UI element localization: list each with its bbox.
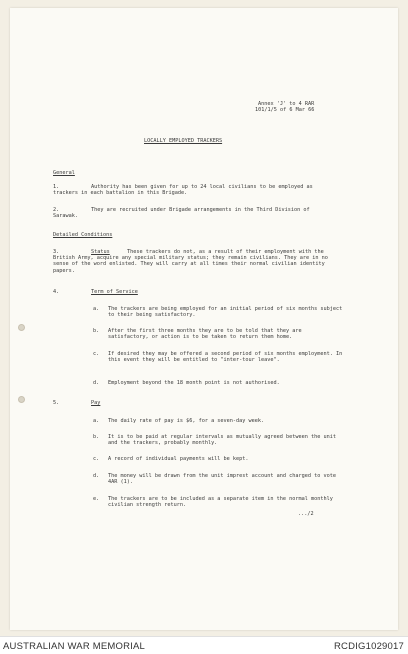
annex-reference-line-2: 101/1/5 of 6 Mar 66	[255, 107, 315, 113]
pay-item-d: The money will be drawn from the unit imprest account and charged to vote 4AR (1).	[108, 473, 336, 486]
document-title: LOCALLY EMPLOYED TRACKERS	[144, 138, 223, 144]
punch-hole	[18, 396, 25, 403]
item-letter: a.	[93, 418, 100, 424]
punch-hole	[18, 324, 25, 331]
subheading-term-of-service: Term of Service	[91, 289, 138, 295]
item-letter: e.	[93, 496, 100, 502]
pay-item-a: The daily rate of pay is $6, for a seven-day week.	[108, 418, 265, 424]
paragraph-3: These trackers do not, as a result of their employment with the British Army, acquire any special military status; they remain civilians. They are in no sense of the word enlisted. They will carry at all times their normal civilian identity papers.	[53, 249, 328, 274]
term-item-c: If desired they may be offered a second period of six months employment. In this event they will be entitled to "inter-tour leave".	[108, 351, 343, 364]
document-page	[10, 8, 398, 630]
term-item-d: Employment beyond the 18 month point is not authorised.	[108, 380, 280, 386]
paragraph-number: 1.	[53, 184, 60, 190]
item-letter: a.	[93, 306, 100, 312]
section-heading-detailed-conditions: Detailed Conditions	[53, 232, 113, 238]
paragraph-1: Authority has been given for up to 24 local civilians to be employed as trackers in each battalion in this Brigade.	[53, 184, 313, 197]
pay-item-e: The trackers are to be included as a separate item in the normal monthly civilian strength return.	[108, 496, 333, 509]
item-letter: b.	[93, 434, 100, 440]
paragraph-number: 5.	[53, 400, 60, 406]
term-item-b: After the first three months they are to be told that they are satisfactory, or action is to be taken to return them home.	[108, 328, 302, 341]
footer-record-id: RCDIG1029017	[334, 641, 404, 652]
pay-item-c: A record of individual payments will be kept.	[108, 456, 249, 462]
subheading-status: Status	[91, 249, 110, 255]
pay-item-b: It is to be paid at regular intervals as mutually agreed between the unit and the trackers, probably monthly.	[108, 434, 336, 447]
term-item-a: The trackers are being employed for an initial period of six months subject to their being satisfactory.	[108, 306, 343, 319]
item-letter: d.	[93, 473, 100, 479]
item-letter: d.	[93, 380, 100, 386]
section-heading-general: General	[53, 170, 75, 176]
paragraph-number: 2.	[53, 207, 60, 213]
item-letter: b.	[93, 328, 100, 334]
continuation-marker: .../2	[298, 511, 314, 517]
footer-institution: AUSTRALIAN WAR MEMORIAL	[3, 641, 146, 652]
paragraph-2: They are recruited under Brigade arrangements in the Third Division of Sarawak.	[53, 207, 310, 220]
paragraph-number: 3.	[53, 249, 60, 255]
annex-reference-line-1: Annex 'J' to 4 RAR	[258, 101, 315, 107]
subheading-pay: Pay	[91, 400, 101, 406]
item-letter: c.	[93, 351, 100, 357]
paragraph-number: 4.	[53, 289, 60, 295]
item-letter: c.	[93, 456, 100, 462]
archive-footer	[0, 636, 408, 654]
